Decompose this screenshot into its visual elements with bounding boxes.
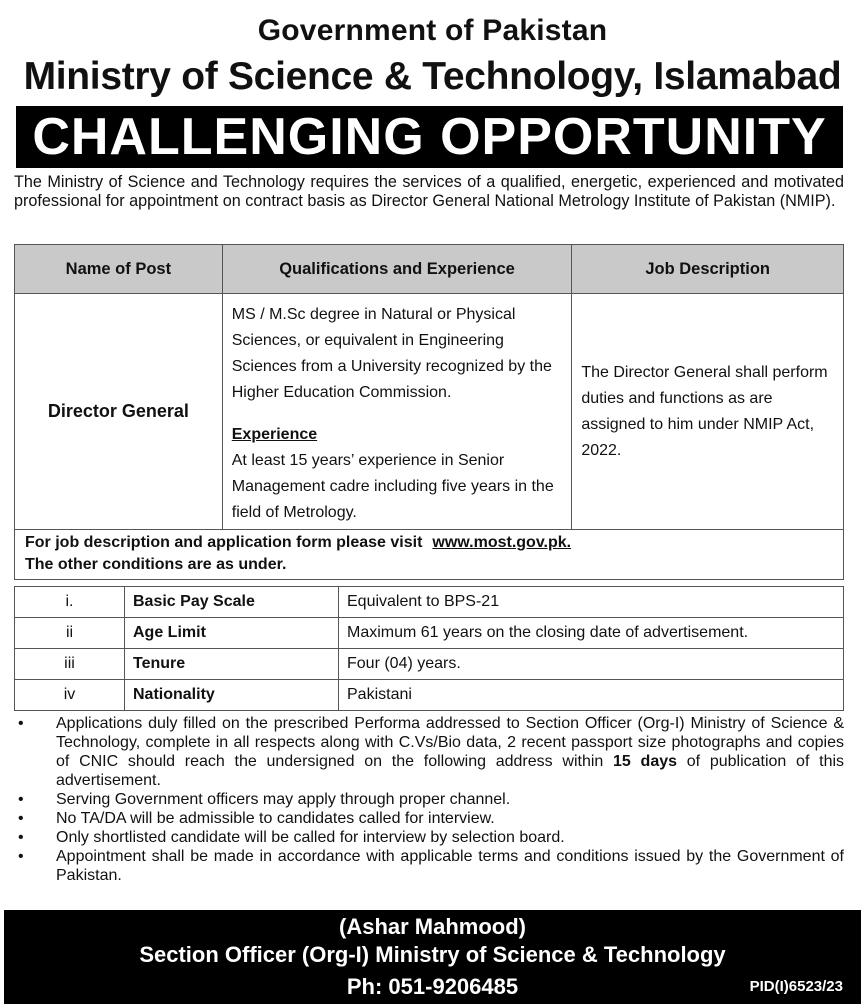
condition-label: Age Limit — [125, 618, 339, 649]
post-table-header-row — [15, 245, 844, 294]
list-item: • Appointment shall be made in accordance with applicable terms and conditions issued by the Government of Pakistan. — [14, 847, 844, 885]
list-item: • Serving Government officers may apply through proper channel. — [14, 790, 844, 809]
list-item: • Only shortlisted candidate will be called for interview by selection board. — [14, 828, 844, 847]
ministry-heading: Ministry of Science & Technology, Islamabad — [23, 55, 842, 98]
condition-label: Nationality — [125, 680, 339, 711]
qualification-cell — [222, 294, 572, 530]
intro-paragraph: The Ministry of Science and Technology requires the services of a qualified, energetic, experienced and motivated professional for appointment on contract basis as Director General National Metrology Institute of Pakistan (NMIP). — [14, 173, 844, 210]
table-row — [15, 680, 844, 711]
header-job-description: Job Description — [572, 245, 844, 294]
opportunity-banner: CHALLENGING OPPORTUNITY — [16, 106, 843, 168]
visit-box — [14, 528, 844, 580]
post-table-row — [15, 294, 844, 530]
table-row — [15, 587, 844, 618]
government-heading: Government of Pakistan — [257, 14, 608, 47]
conditions-line: The other conditions are as under. — [25, 556, 287, 573]
signatory-name: (Ashar Mahmood) — [339, 914, 526, 939]
signatory-title: Section Officer (Org-I) Ministry of Science & Technology — [139, 942, 726, 967]
condition-number: iv — [15, 680, 125, 711]
table-row — [15, 649, 844, 680]
condition-number: ii — [15, 618, 125, 649]
experience-text: At least 15 years’ experience in Senior Management cadre including five years in the field of Metrology. — [231, 452, 554, 521]
footer — [4, 910, 861, 1004]
condition-label: Basic Pay Scale — [125, 587, 339, 618]
note-bold: 15 days — [613, 753, 678, 770]
list-item — [14, 714, 844, 790]
experience-heading: Experience — [231, 426, 318, 443]
condition-value: Maximum 61 years on the closing date of advertisement. — [339, 618, 844, 649]
list-item: • No TA/DA will be admissible to candidates called for interview. — [14, 809, 844, 828]
condition-value: Equivalent to BPS-21 — [339, 587, 844, 618]
header-qualifications: Qualifications and Experience — [222, 245, 572, 294]
phone-number: Ph: 051-9206485 — [346, 974, 519, 999]
pid-number: PID(I)6523/23 — [749, 978, 843, 995]
note-text: Applications duly filled on the prescribed Performa addressed to Section Officer (Org-I) Ministry of Science & Technology, complete in all respects along with C.Vs/Bio data, 2 recent passport size photographs and copies of CNIC should reach the undersigned on the following address within — [56, 715, 844, 770]
job-description-text: The Director General shall perform duties and functions as are assigned to him under NMIP Act, 2022. — [572, 294, 844, 530]
post-name: Director General — [15, 294, 223, 530]
condition-value: Four (04) years. — [339, 649, 844, 680]
condition-number: iii — [15, 649, 125, 680]
qualification-text: MS / M.Sc degree in Natural or Physical Sciences, or equivalent in Engineering Sciences from a University recognized by the Higher Education Commission. — [231, 306, 552, 401]
visit-line — [25, 532, 843, 554]
notes-list — [14, 714, 844, 885]
condition-value: Pakistani — [339, 680, 844, 711]
website-link[interactable]: www.most.gov.pk. — [432, 534, 572, 551]
condition-number: i. — [15, 587, 125, 618]
visit-text: For job description and application form please visit — [25, 534, 423, 551]
header-name-of-post: Name of Post — [15, 245, 223, 294]
post-table — [14, 244, 844, 530]
condition-label: Tenure — [125, 649, 339, 680]
conditions-table — [14, 586, 844, 711]
note-text: of publication of this advertisement. — [56, 753, 845, 789]
table-row — [15, 618, 844, 649]
